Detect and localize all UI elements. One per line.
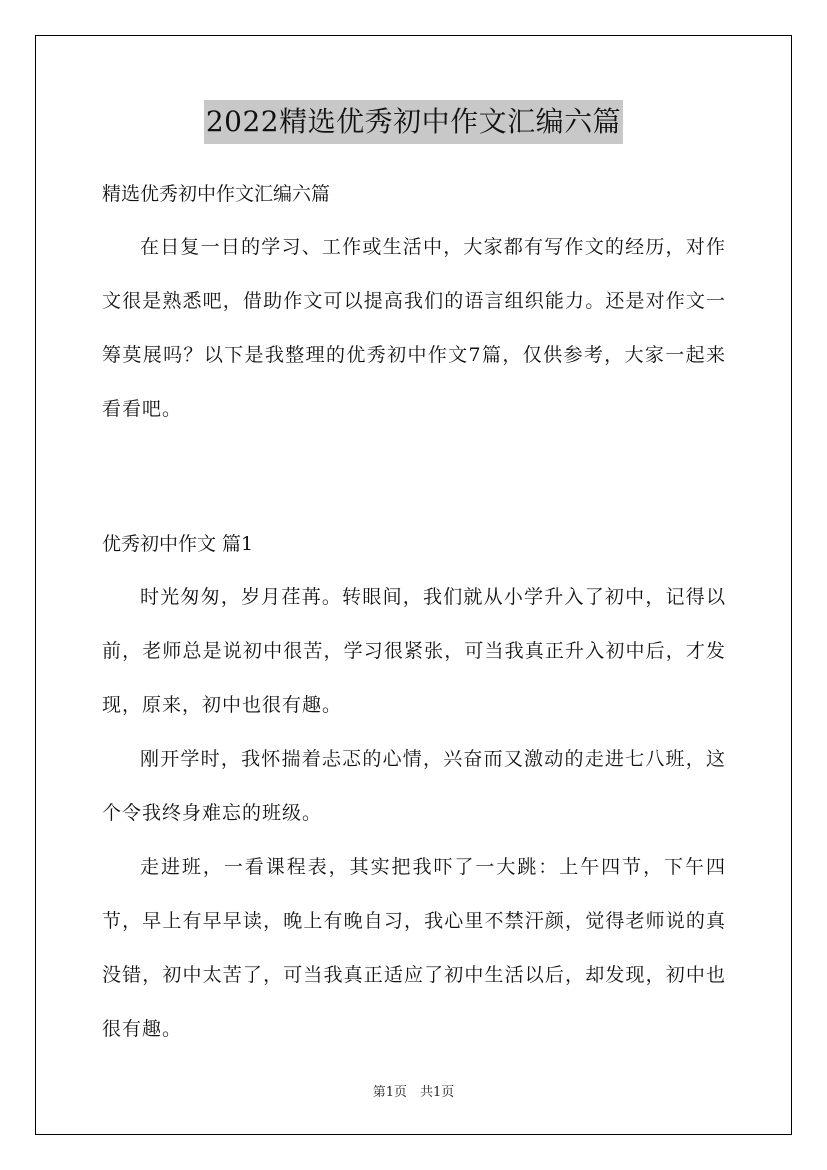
page-footer: 第1页 共1页: [372, 1085, 455, 1100]
section-heading: 优秀初中作文 篇1: [102, 533, 254, 555]
body-paragraph-1: 时光匆匆，岁月荏苒。转眼间，我们就从小学升入了初中，记得以前，老师总是说初中很苦，学习很紧张，可当我真正升入初中后，才发现，原来，初中也很有趣。: [102, 586, 726, 716]
document-title: 2022精选优秀初中作文汇编六篇: [204, 100, 623, 144]
body-paragraph-3: 走进班，一看课程表，其实把我吓了一大跳：上午四节，下午四节，早上有早早读，晚上有晚自习，我心里不禁汗颜，觉得老师说的真没错，初中太苦了，可当我真正适应了初中生活以后，却发现，初中也很有趣。: [102, 856, 726, 1040]
body-paragraph-2: 刚开学时，我怀揣着忐忑的心情，兴奋而又激动的走进七八班，这个令我终身难忘的班级。: [102, 748, 726, 824]
section-spacer: [102, 436, 726, 518]
document-title-wrapper: [0, 100, 827, 144]
document-body: [102, 168, 726, 1056]
document-subtitle: 精选优秀初中作文汇编六篇: [102, 183, 331, 205]
intro-paragraph: 在日复一日的学习、工作或生活中，大家都有写作文的经历，对作文很是熟悉吧，借助作文可以提高我们的语言组织能力。还是对作文一筹莫展吗？以下是我整理的优秀初中作文7篇，仅供参考，大家一起来看看吧。: [102, 236, 726, 420]
